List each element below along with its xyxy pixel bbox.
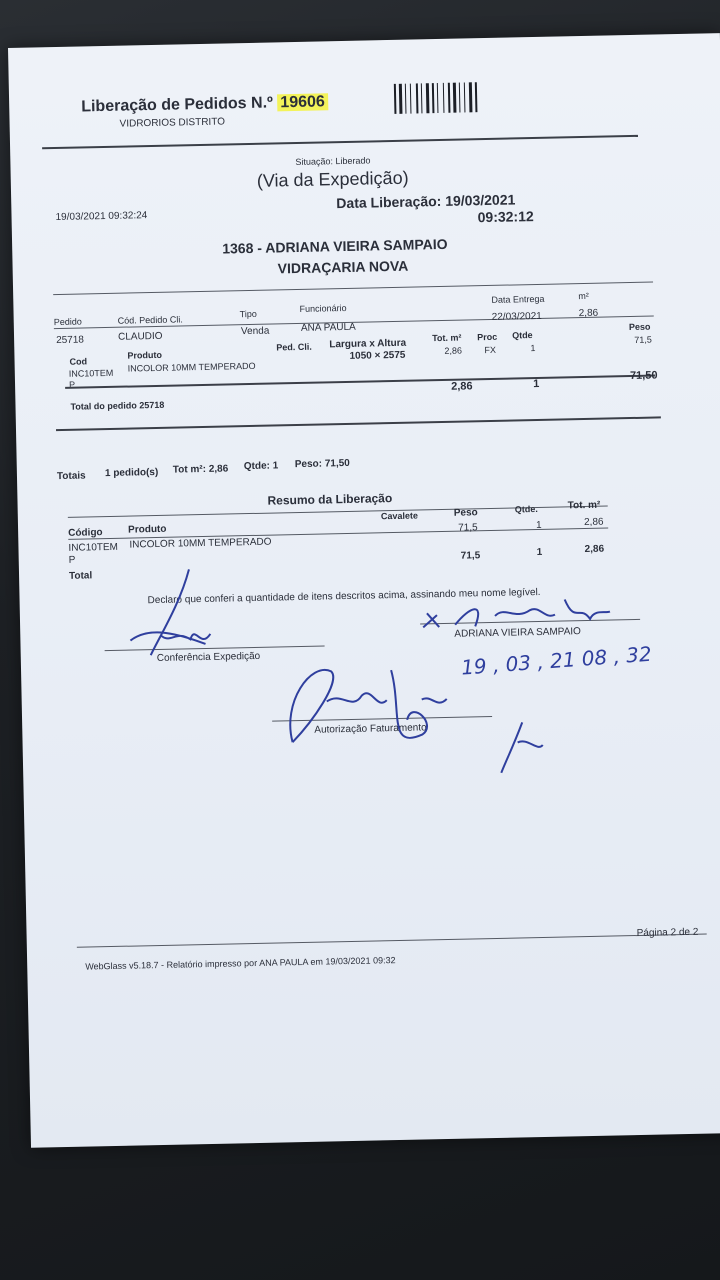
- summary-col-cavalete: Cavalete: [380, 510, 419, 522]
- summary-cod-cont: P: [68, 554, 76, 566]
- col-tipo: Tipo: [239, 308, 257, 320]
- item-largura-altura: 1050 × 2575: [349, 349, 406, 362]
- order-cod-cli: CLAUDIO: [117, 330, 163, 343]
- order-funcionario: ANA PAULA: [300, 321, 356, 334]
- summary-tot-m2: 2,86: [583, 516, 604, 529]
- document-page: [8, 33, 720, 1148]
- autorizacao-label: Autorização Faturamento: [314, 722, 427, 736]
- item-qtde: 1: [530, 343, 536, 354]
- item-col-produto: Produto: [127, 349, 163, 361]
- barcode-bar: [399, 84, 403, 114]
- barcode: [394, 82, 480, 114]
- col-m2: m²: [578, 290, 589, 302]
- item-col-qtde: Qtde: [512, 330, 533, 341]
- item-col-largura-altura: Largura x Altura: [329, 337, 407, 351]
- col-data-entrega: Data Entrega: [491, 293, 545, 305]
- order-total-qtde: 1: [533, 377, 540, 391]
- order-pedido: 25718: [56, 334, 85, 347]
- barcode-bar: [469, 82, 473, 112]
- conferencia-signature: [119, 563, 241, 665]
- summary-produto: INCOLOR 10MM TEMPERADO: [129, 536, 272, 551]
- autorizacao-signature: [271, 638, 473, 752]
- col-pedido: Pedido: [53, 316, 82, 328]
- client-name: 1368 - ADRIANA VIEIRA SAMPAIO: [222, 235, 448, 257]
- order-tipo: Venda: [240, 325, 270, 338]
- summary-col-produto: Produto: [128, 523, 167, 536]
- order-data-entrega: 22/03/2021: [491, 310, 542, 323]
- item-tot-m2: 2,86: [444, 345, 463, 356]
- order-total-label: Total do pedido 25718: [70, 399, 165, 412]
- summary-title: Resumo da Liberação: [267, 491, 393, 508]
- summary-col-peso: Peso: [453, 507, 478, 519]
- company-name: VIDRORIOS DISTRITO: [119, 116, 226, 130]
- item-col-tot-m2: Tot. m²: [432, 332, 462, 344]
- totals-peso: Peso: 71,50: [294, 457, 350, 471]
- summary-col-tot-m2: Tot. m²: [567, 499, 601, 512]
- title-text: Liberação de Pedidos N.º: [81, 94, 274, 116]
- footer-printed-by: WebGlass v5.18.7 - Relatório impresso por ANA PAULA em 19/03/2021 09:32: [85, 955, 396, 972]
- barcode-bar: [426, 83, 430, 113]
- document-title: [81, 93, 328, 116]
- header-rule: [42, 135, 638, 149]
- release-date-value: 19/03/2021: [445, 191, 516, 209]
- conferencia-label: Conferência Expedição: [156, 650, 261, 665]
- order-total-peso: 71,50: [629, 369, 658, 383]
- summary-total-label: Total: [68, 570, 93, 582]
- summary-col-qtde: Qtde.: [514, 504, 538, 515]
- item-peso: 71,5: [634, 334, 652, 345]
- summary-total-m2: 2,86: [584, 543, 605, 556]
- item-col-cod: Cod: [69, 356, 88, 367]
- summary-cod: INC10TEM: [68, 541, 119, 554]
- item-col-proc: Proc: [477, 331, 498, 343]
- release-label: Data Liberação:: [336, 192, 442, 212]
- release-time: 09:32:12: [477, 208, 534, 226]
- order-bottom-rule: [56, 416, 661, 431]
- barcode-bar: [478, 82, 480, 112]
- summary-total-qtde: 1: [536, 546, 543, 559]
- client-signature-name: ADRIANA VIEIRA SAMPAIO: [454, 626, 581, 640]
- summary-total-peso: 71,5: [460, 550, 481, 562]
- totals-qtde: Qtde: 1: [243, 460, 279, 473]
- order-total-m2: 2,86: [451, 380, 473, 393]
- col-funcionario: Funcionário: [299, 302, 347, 314]
- client-company: VIDRAÇARIA NOVA: [277, 257, 409, 277]
- barcode-bar: [439, 83, 443, 113]
- item-cod: INC10TEM: [68, 367, 114, 379]
- item-proc: FX: [484, 344, 497, 356]
- totals-label: Totais: [56, 470, 86, 483]
- order-number: 19606: [277, 93, 328, 111]
- col-cod-pedido-cli: Cód. Pedido Cli.: [117, 314, 183, 326]
- declaration-text: Declaro que conferi a quantidade de itens descritos acima, assinando meu nome legível.: [147, 586, 541, 607]
- item-col-ped-cli: Ped. Cli.: [276, 341, 312, 353]
- summary-col-codigo: Código: [68, 527, 103, 539]
- summary-qtde: 1: [536, 519, 542, 532]
- item-rule: [65, 375, 655, 389]
- totals-pedidos: 1 pedido(s): [104, 466, 159, 480]
- order-m2: 2,86: [578, 307, 599, 320]
- order-top-rule: [53, 282, 653, 296]
- item-cod-cont: P: [68, 379, 76, 390]
- printed-at: 19/03/2021 09:32:24: [55, 210, 148, 224]
- initials-mark: [492, 717, 553, 778]
- item-produto: INCOLOR 10MM TEMPERADO: [127, 360, 256, 374]
- totals-m2: Tot m²: 2,86: [172, 463, 229, 476]
- summary-peso: 71,5: [458, 522, 478, 534]
- footer-page: Página 2 de 2: [636, 926, 699, 940]
- barcode-bar: [412, 83, 416, 113]
- handwritten-date: 19 , 03 , 21 08 , 32: [460, 641, 653, 680]
- status-label: Situação: Liberado: [295, 155, 371, 168]
- via-label: (Via da Expedição): [256, 167, 409, 191]
- client-signature: [414, 583, 615, 637]
- item-col-peso: Peso: [628, 321, 651, 333]
- footer-rule: [77, 934, 707, 948]
- barcode-bar: [453, 83, 457, 113]
